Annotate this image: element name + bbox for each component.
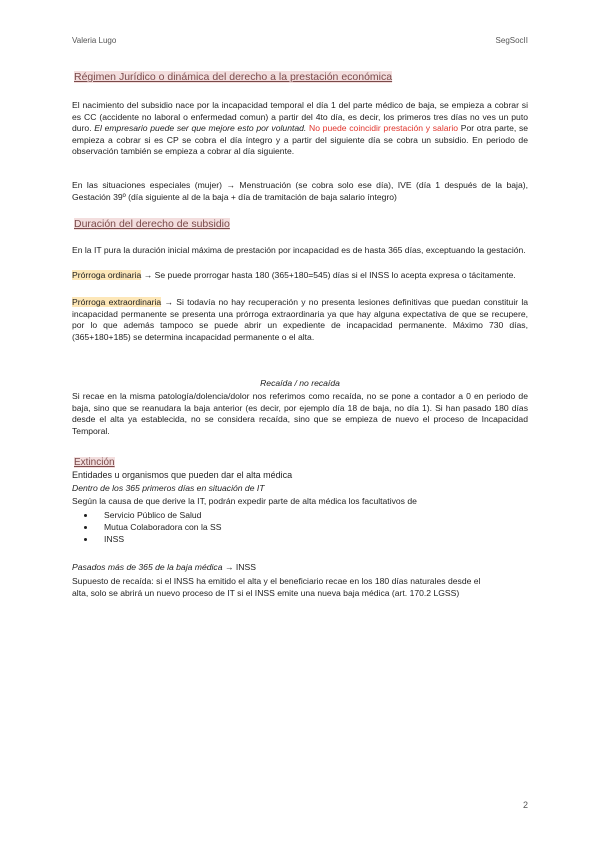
line-segun-causa: Según la causa de que derive la IT, podrán expedir parte de alta médica los facultativos de [72,496,417,506]
line-pasados-365: Pasados más de 365 de la baja médica → INSS [72,562,256,572]
page-number: 2 [522,800,528,810]
bullet-list-facultativos [72,510,528,545]
subheading-recaida: Recaída / no recaída [260,378,340,388]
paragraph-prorroga-extraordinaria: Prórroga extraordinaria → Si todavía no hay recuperación y no presenta lesiones definitivas que puedan constituir la incapacidad permanente se presenta una prórroga extraordinaria ya que hay alguna expectativa de que se recupere, por lo que además tampoco se puede abrir un expediente de incapacidad permanente. Máximo 730 días, (365+180+185) se determina incapacidad permanente o el alta. [72,297,529,342]
highlight-prorroga-ordinaria: Prórroga ordinaria [72,270,142,280]
paragraph-recaida: Si recae en la misma patología/dolencia/dolor nos referimos como recaída, no se pone a contador a 0 en periodo de baja, sino que se reanudara la baja anterior (es decir, por ejemplo día 18 de baja, no día 1). Si han pasado 180 días desde el alta ya establecida, no se considera recaída, sino que se empieza de nuevo el proceso de Incapacidad Temporal. [72,391,528,436]
highlight-prorroga-extraordinaria: Prórroga extraordinaria [72,297,162,307]
list-item: • Servicio Público de Salud [96,510,528,522]
header-subject: SegSocII [495,36,528,45]
red-highlight-text: No puede coincidir prestación y salario [309,123,459,134]
paragraph-supuesto-recaida: Supuesto de recaída: si el INSS ha emitido el alta y el beneficiario recae en los 180 días naturales desde el alta, solo se abrirá un nuevo proceso de IT si el INSS emite una nueva baja médica (art. 170.2 LGSS) [72,576,481,598]
paragraph-prorroga-ordinaria: Prórroga ordinaria → Se puede prorrogar hasta 180 (365+180=545) días si el INSS lo acepta expresa o tácitamente. [72,270,516,280]
header-author: Valeria Lugo [72,36,117,45]
line-dentro-365: Dentro de los 365 primeros días en situación de IT [72,483,265,493]
line-entidades: Entidades u organismos que pueden dar el alta médica [72,470,293,480]
section-title-duracion: Duración del derecho de subsidio [74,218,230,230]
paragraph-situaciones-especiales: En las situaciones especiales (mujer) → Menstruación (se cobra solo ese día), IVE (día 1 después de la baja), Gestación 39º (día siguiente al de la baja + día de tramitación de baja salario íntegro) [72,180,528,202]
italic-empresario: El empresario puede ser que mejore esto por voluntad. [94,123,307,134]
paragraph-it-pura: En la IT pura la duración inicial máxima de prestación por incapacidad es de hasta 365 días, exceptuando la gestación. [72,245,526,255]
section-title-extincion: Extinción [74,457,115,468]
section-title-regimen: Régimen Jurídico o dinámica del derecho a la prestación económica [74,71,393,83]
list-item: • INSS [96,534,528,546]
paragraph-nacimiento: El nacimiento del subsidio nace por la incapacidad temporal el día 1 del parte médico de baja, se empieza a cobrar si es CC (accidente no laboral o enfermedad comun) a partir del 4to día, es decir, los primeros tres días no ves un puto duro. El empresario puede ser que mejore esto por voluntad. No puede coincidir prestación y salario Por otra parte, se empieza a cobrar si es CP se cobra el día íntegro y a partir del siguiente día se cobra un subsidio. En periodo de observación también se empieza a cobrar al día siguiente. [72,100,529,157]
list-item: • Mutua Colaboradora con la SS [96,522,528,534]
